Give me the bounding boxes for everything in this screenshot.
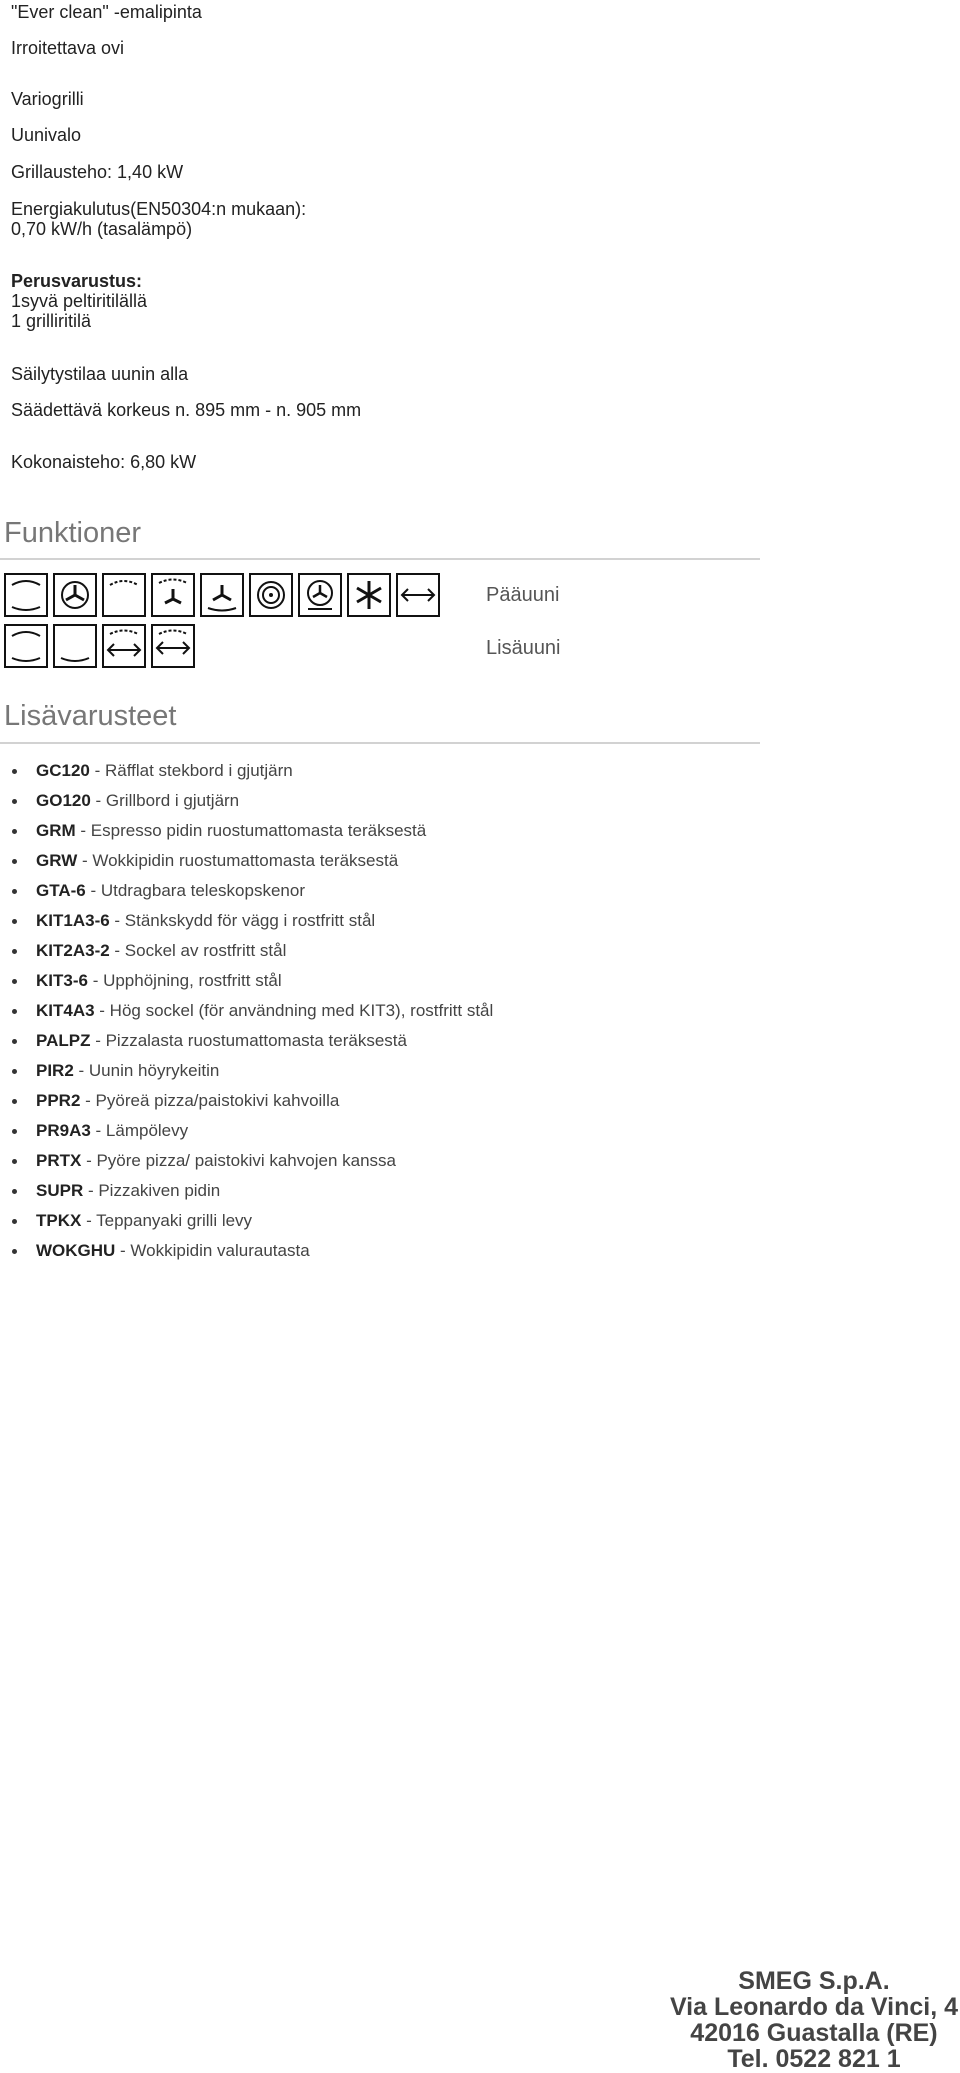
main-oven-icons [4,573,440,617]
company-street: Via Leonardo da Vinci, 4 [669,1993,958,2021]
defrost-icon [347,573,391,617]
list-item: WOKGHU - Wokkipidin valurautasta [12,1236,493,1266]
list-item: GRW - Wokkipidin ruostumattomasta teräksestä [12,846,493,876]
spec-energy-1: Energiakulutus(EN50304:n mukaan): [11,199,307,219]
aux-oven-label: Lisäuuni [486,637,561,659]
fan-bottom-icon [298,573,342,617]
list-item: KIT2A3-2 - Sockel av rostfritt stål [12,936,493,966]
list-item: TPKX - Teppanyaki grilli levy [12,1206,493,1236]
spec-variogrill: Variogrilli [11,89,84,109]
grill-icon [102,573,146,617]
spec-height: Säädettävä korkeus n. 895 mm - n. 905 mm [11,400,362,420]
spec-energy-2: 0,70 kW/h (tasalämpö) [11,219,193,239]
list-item: PIR2 - Uunin höyrykeitin [12,1056,493,1086]
spec-door: Irroitettava ovi [11,38,125,58]
fan-grill-icon [102,624,146,668]
lisavarusteet-divider [0,742,760,744]
list-item: PRTX - Pyöre pizza/ paistokivi kahvojen kanssa [12,1146,493,1176]
top-bottom-heat-icon [4,624,48,668]
fan-heat-icon [53,573,97,617]
rotisserie-icon [151,624,195,668]
rotisserie-icon [396,573,440,617]
list-item: PPR2 - Pyöreä pizza/paistokivi kahvoilla [12,1086,493,1116]
list-item: GTA-6 - Utdragbara teleskopskenor [12,876,493,906]
list-item: KIT3-6 - Upphöjning, rostfritt stål [12,966,493,996]
list-item: GC120 - Räfflat stekbord i gjutjärn [12,756,493,786]
accessory-list [12,756,493,1266]
spec-total-power: Kokonaisteho: 6,80 kW [11,452,197,472]
company-city: 42016 Guastalla (RE) [690,2019,938,2047]
company-name: SMEG S.p.A. [738,1967,890,1995]
list-item: GRM - Espresso pidin ruostumattomasta teräksestä [12,816,493,846]
list-item: KIT1A3-6 - Stänkskydd för vägg i rostfritt stål [12,906,493,936]
list-item: PR9A3 - Lämpölevy [12,1116,493,1146]
company-address [670,1968,958,2072]
spec-equipment-2: 1 grilliritilä [11,311,92,331]
list-item: PALPZ - Pizzalasta ruostumattomasta teräksestä [12,1026,493,1056]
funktioner-divider [0,558,760,560]
list-item: GO120 - Grillbord i gjutjärn [12,786,493,816]
company-phone: Tel. 0522 821 1 [727,2045,901,2073]
spec-storage: Säilytystilaa uunin alla [11,364,189,384]
fan-grill-bottom-icon [200,573,244,617]
top-bottom-heat-icon [4,573,48,617]
spec-enamel: "Ever clean" -emalipinta [11,2,202,22]
list-item: KIT4A3 - Hög sockel (för användning med KIT3), rostfritt stål [12,996,493,1026]
funktioner-title: Funktioner [4,517,142,549]
circular-fan-icon [249,573,293,617]
main-oven-label: Pääuuni [486,584,560,606]
spec-equipment-1: 1syvä peltiritilällä [11,291,148,311]
bottom-heat-icon [53,624,97,668]
spec-light: Uunivalo [11,125,82,145]
lisavarusteet-title: Lisävarusteet [4,700,177,732]
fan-grill-icon [151,573,195,617]
spec-grill-power: Grillausteho: 1,40 kW [11,162,184,182]
list-item: SUPR - Pizzakiven pidin [12,1176,493,1206]
spec-equipment-title: Perusvarustus: [11,271,143,291]
aux-oven-icons [4,624,195,668]
